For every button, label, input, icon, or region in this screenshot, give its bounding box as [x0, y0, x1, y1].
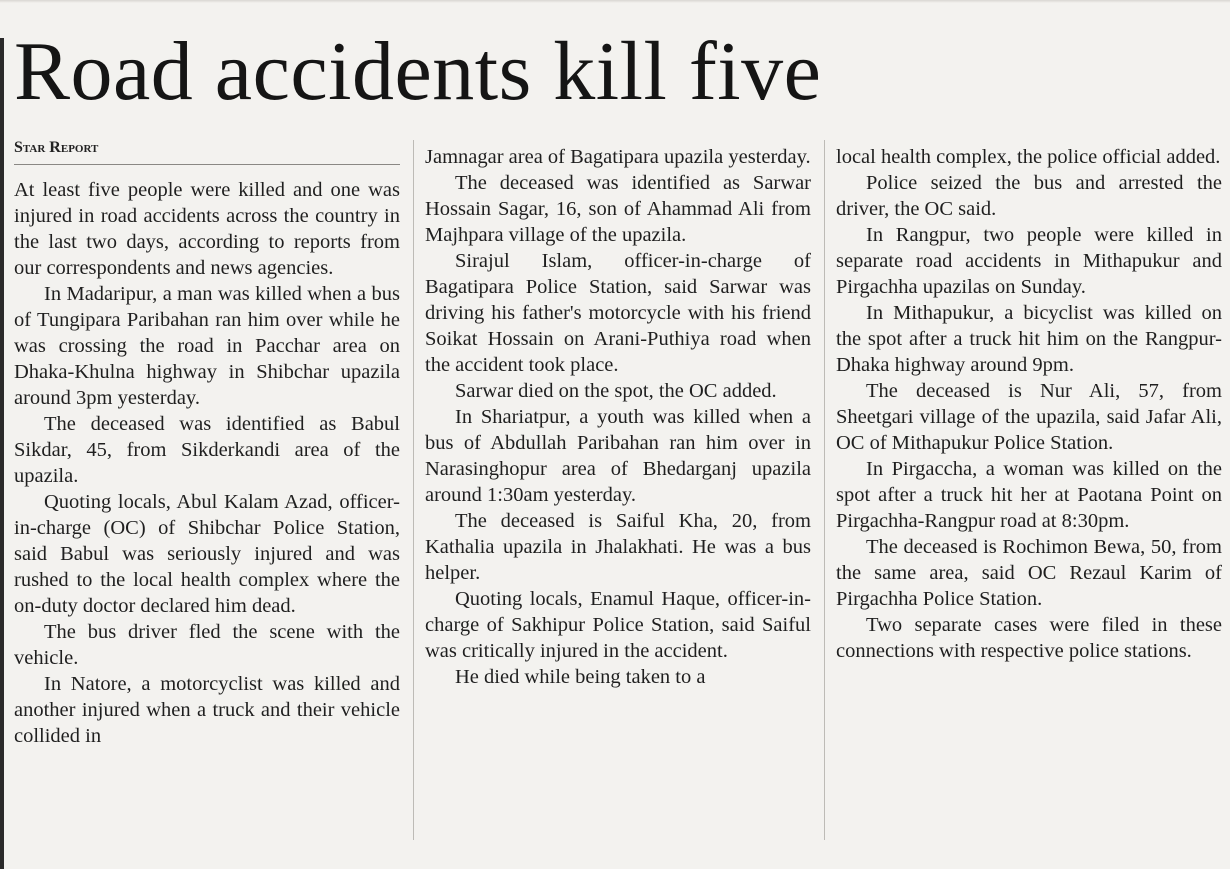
article-paragraph: In Pirgaccha, a woman was killed on the spot after a truck hit her at Paotana Point on Pirgachha-Rangpur road at 8:30pm. [836, 458, 1222, 532]
headline: Road accidents kill five [14, 25, 822, 118]
article-paragraph: Jamnagar area of Bagatipara upazila yesterday. [425, 146, 811, 168]
article-paragraph: At least five people were killed and one was injured in road accidents across the country in the last two days, according to reports from our correspondents and news agencies. [14, 179, 400, 279]
article-paragraph: In Natore, a motorcyclist was killed and another injured when a truck and their vehicle collided in [14, 673, 400, 747]
top-edge-rule [0, 0, 1230, 3]
article-column-1 [14, 138, 400, 749]
article-paragraph: The bus driver fled the scene with the vehicle. [14, 621, 400, 669]
article-paragraph: In Mithapukur, a bicyclist was killed on the spot after a truck hit him on the Rangpur-Dhaka highway around 9pm. [836, 302, 1222, 376]
byline: Star Report [14, 139, 99, 156]
column-3-body [836, 144, 1222, 664]
article-paragraph: Sarwar died on the spot, the OC added. [455, 380, 777, 402]
article-paragraph: In Shariatpur, a youth was killed when a bus of Abdullah Paribahan ran him over in Narasinghopur area of Bhedarganj upazila around 1:30am yesterday. [425, 406, 811, 506]
article-column-3 [836, 144, 1222, 664]
article-paragraph: In Madaripur, a man was killed when a bus of Tungipara Paribahan ran him over while he was crossing the road in Pacchar area on Dhaka-Khulna highway in Shibchar upazila around 3pm yesterday. [14, 283, 400, 409]
column-rule-2 [824, 140, 825, 840]
article-paragraph: Quoting locals, Enamul Haque, officer-in-charge of Sakhipur Police Station, said Saiful was critically injured in the accident. [425, 588, 811, 662]
article-paragraph: The deceased is Rochimon Bewa, 50, from the same area, said OC Rezaul Karim of Pirgachha Police Station. [836, 536, 1222, 610]
column-rule-1 [413, 140, 414, 840]
article-paragraph: Quoting locals, Abul Kalam Azad, officer-in-charge (OC) of Shibchar Police Station, said Babul was seriously injured and was rushed to the local health complex where the on-duty doctor declared him dead. [14, 491, 400, 617]
article-column-2 [425, 144, 811, 690]
column-2-body [425, 144, 811, 690]
left-margin-bar [0, 38, 4, 869]
article-paragraph: The deceased is Nur Ali, 57, from Sheetgari village of the upazila, said Jafar Ali, OC of Mithapukur Police Station. [836, 380, 1222, 454]
article-paragraph: local health complex, the police official added. [836, 146, 1221, 168]
article-paragraph: Two separate cases were filed in these connections with respective police stations. [836, 614, 1222, 662]
column-1-body [14, 177, 400, 749]
article-paragraph: In Rangpur, two people were killed in separate road accidents in Mithapukur and Pirgachha upazilas on Sunday. [836, 224, 1222, 298]
article-paragraph: Police seized the bus and arrested the driver, the OC said. [836, 172, 1222, 220]
byline-rule [14, 164, 400, 165]
article-paragraph: The deceased is Saiful Kha, 20, from Kathalia upazila in Jhalakhati. He was a bus helper. [425, 510, 811, 584]
article-paragraph: The deceased was identified as Babul Sikdar, 45, from Sikderkandi area of the upazila. [14, 413, 400, 487]
article-paragraph: He died while being taken to a [455, 666, 706, 688]
article-paragraph: The deceased was identified as Sarwar Hossain Sagar, 16, son of Ahammad Ali from Majhpara village of the upazila. [425, 172, 811, 246]
article-paragraph: Sirajul Islam, officer-in-charge of Bagatipara Police Station, said Sarwar was driving his father's motorcycle with his friend Soikat Hossain on Arani-Puthiya road when the accident took place. [425, 250, 811, 376]
